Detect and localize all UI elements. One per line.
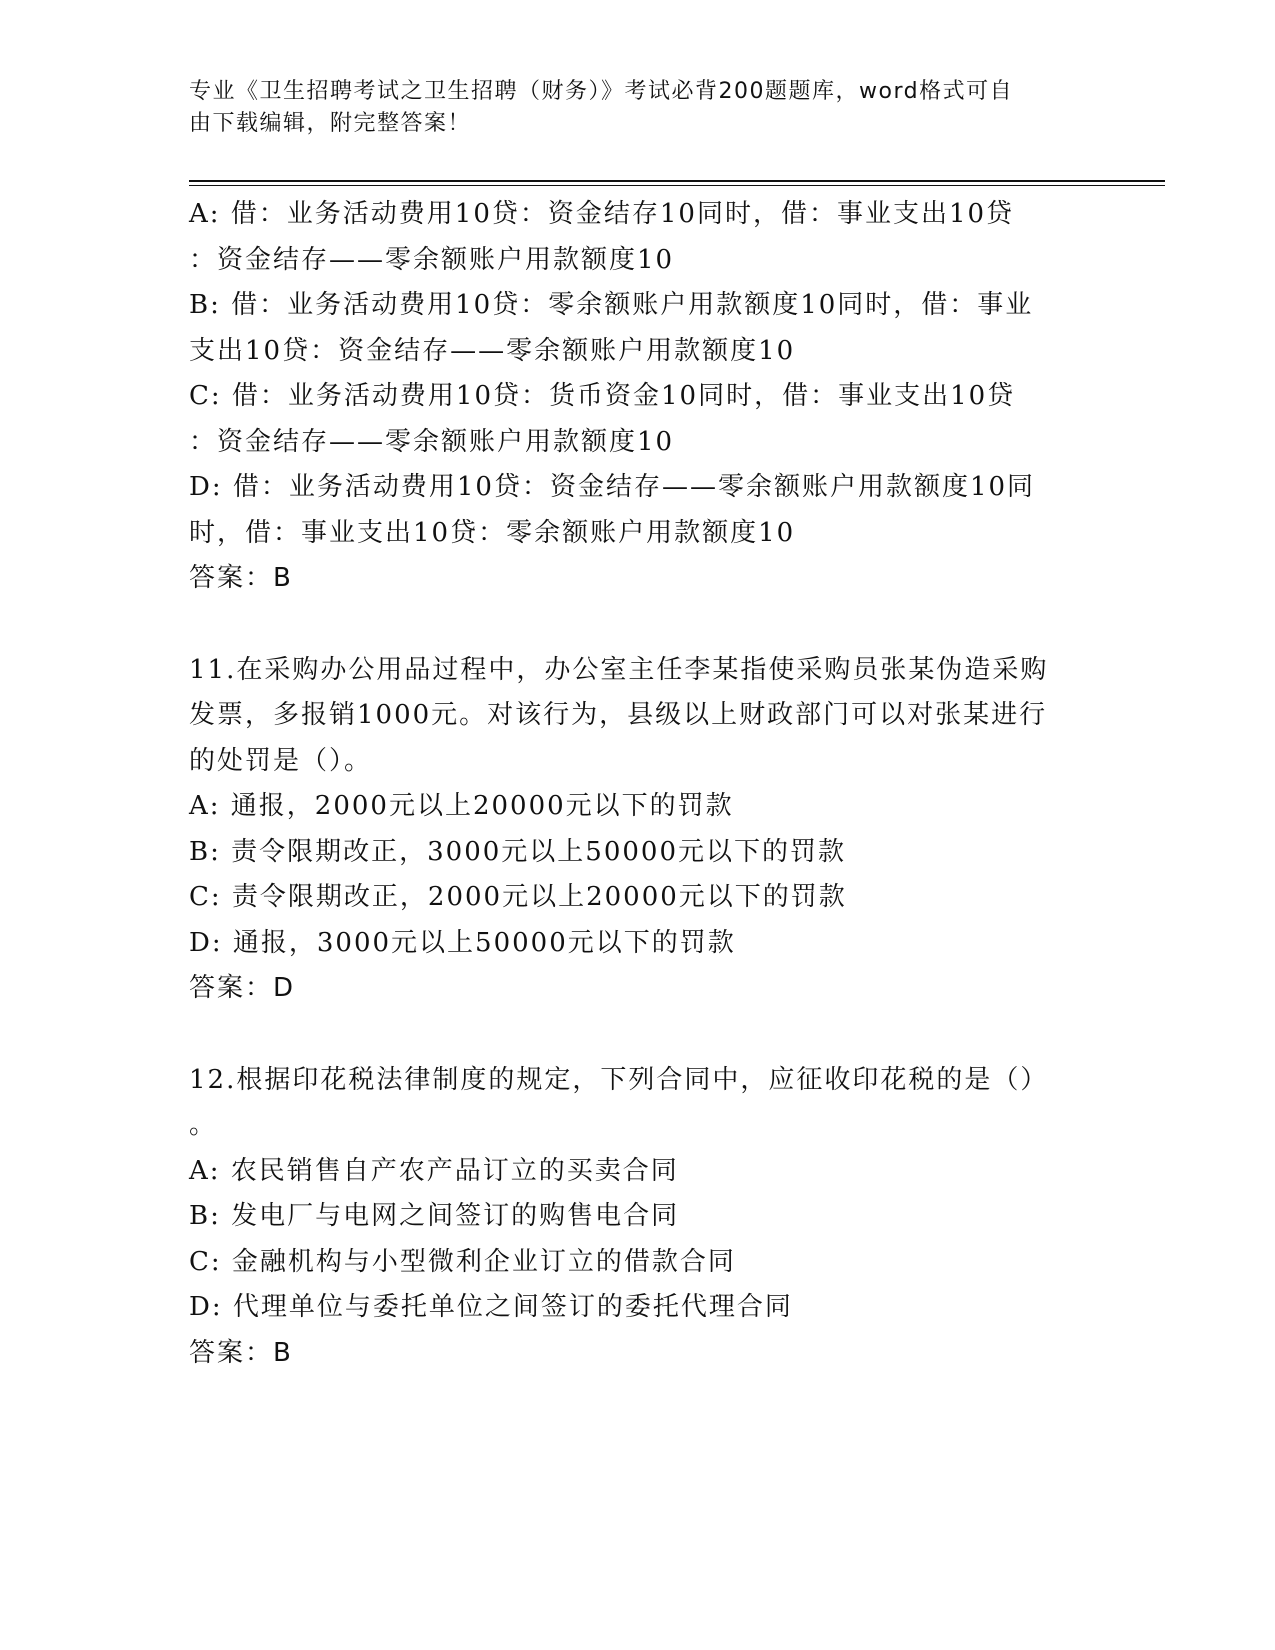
question-stem-line: 12.根据印花税法律制度的规定，下列合同中，应征收印花税的是（） (189, 1064, 1049, 1095)
question-stem-line: 的处罚是（）。 (189, 745, 373, 776)
question-stem-line: 发票，多报销1000元。对该行为，县级以上财政部门可以对张某进行 (189, 700, 1048, 730)
question-10 (189, 192, 1089, 602)
header-line: 由下载编辑，附完整答案！ (189, 111, 472, 136)
header-divider (189, 180, 1165, 182)
option-a: A: 通报，2000元以上20000元以下的罚款 (189, 791, 734, 821)
header-divider-thin (189, 185, 1165, 186)
option-b: B: 责令限期改正，3000元以上50000元以下的罚款 (189, 836, 847, 867)
spacer (189, 1012, 1089, 1058)
option-line: 时，借：事业支出10贷：零余额账户用款额度10 (189, 517, 796, 548)
document-header (189, 76, 1069, 140)
header-line: 专业《卫生招聘考试之卫生招聘（财务）》考试必背200题题库，word格式可自 (189, 79, 1014, 104)
question-11 (189, 648, 1089, 1012)
question-stem-line: 11.在采购办公用品过程中，办公室主任李某指使采购员张某伪造采购 (189, 654, 1049, 685)
answer-label: 答案：B (189, 1337, 293, 1368)
option-line: B: 借：业务活动费用10贷：零余额账户用款额度10同时，借：事业 (189, 290, 1034, 320)
question-content (189, 192, 1089, 1376)
spacer (189, 602, 1089, 648)
option-c: C: 责令限期改正，2000元以上20000元以下的罚款 (189, 882, 847, 912)
option-c: C: 金融机构与小型微利企业订立的借款合同 (189, 1246, 736, 1277)
option-line: C: 借：业务活动费用10贷：货币资金10同时，借：事业支出10贷 (189, 381, 1016, 411)
question-12 (189, 1058, 1089, 1377)
option-line: ：资金结存——零余额账户用款额度10 (189, 426, 675, 457)
option-line: D: 借：业务活动费用10贷：资金结存——零余额账户用款额度10同 (189, 472, 1036, 502)
option-d: D: 代理单位与委托单位之间签订的委托代理合同 (189, 1292, 793, 1322)
option-line: A: 借：业务活动费用10贷：资金结存10同时，借：事业支出10贷 (189, 199, 1015, 229)
question-stem-line: 。 (189, 1110, 218, 1140)
answer-label: 答案：D (189, 973, 296, 1003)
option-a: A: 农民销售自产农产品订立的买卖合同 (189, 1155, 679, 1186)
option-line: ：资金结存——零余额账户用款额度10 (189, 244, 675, 275)
answer-label: 答案：B (189, 563, 293, 593)
option-b: B: 发电厂与电网之间签订的购售电合同 (189, 1201, 680, 1231)
option-d: D: 通报，3000元以上50000元以下的罚款 (189, 927, 736, 958)
option-line: 支出10贷：资金结存——零余额账户用款额度10 (189, 335, 796, 366)
